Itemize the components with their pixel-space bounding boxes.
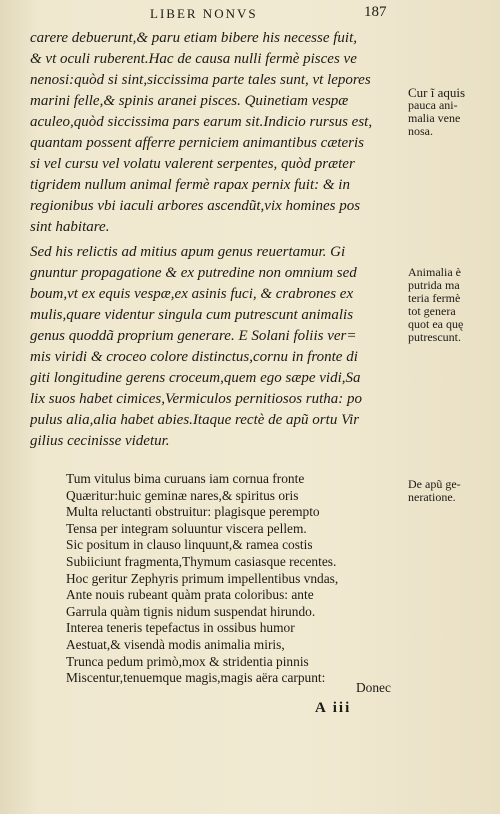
- text-line: giti longitudine gerens croceum,quem ego sæpe vidi,Sa: [30, 370, 361, 386]
- text-line: quantam possent afferre perniciem animantibus cæteris: [30, 135, 364, 151]
- text-line: boum,vt ex equis vespæ,ex asinis fuci, & crabrones ex: [30, 286, 354, 302]
- text-line: gilius cecinisse videtur.: [30, 433, 170, 449]
- verse-line: Sic positum in clauso linquunt,& ramea costis: [66, 537, 313, 553]
- marginal-note: [408, 266, 496, 344]
- marginal-note-line: De apũ ge-: [408, 477, 461, 491]
- verse-line: Tensa per integram soluuntur viscera pellem.: [66, 520, 307, 536]
- marginal-note-line: pauca ani-: [408, 98, 458, 112]
- verse-line: Miscentur,tenuemque magis,magis aëra carpunt:: [66, 670, 326, 686]
- marginal-note-line: quot ea quę: [408, 317, 464, 331]
- text-line: & vt oculi ruberent.Hac de causa nulli fermè pisces ve: [30, 51, 357, 67]
- marginal-note-line: nosa.: [408, 124, 433, 138]
- verse-line: Multa reluctanti obstruitur: plagisque perempto: [66, 504, 320, 520]
- signature-mark: A iii: [315, 700, 352, 716]
- verse-quotation: [66, 471, 402, 687]
- verse-line: Ante nouis rubeant quàm prata coloribus: ante: [66, 587, 314, 603]
- verse-line: Interea teneris tepefactus in ossibus humor: [66, 620, 295, 636]
- marginal-note-line: putrescunt.: [408, 330, 461, 344]
- marginal-note-line: malia vene: [408, 111, 461, 125]
- marginal-note-line: Cur ĩ aquis: [408, 85, 466, 100]
- marginal-note-line: teria fermè: [408, 291, 461, 305]
- text-line: Sed his relictis ad mitius apum genus reuertamur. Gi: [30, 244, 346, 260]
- text-line: aculeo,quòd siccissima pars earum sit.Indicio rursus est,: [30, 114, 373, 130]
- prose-block: [30, 28, 408, 452]
- page-header: [0, 6, 500, 26]
- text-line: tigridem nullum animal fermè rapax pernix fuit: & in: [30, 177, 350, 193]
- marginal-note-line: Animalia è: [408, 265, 461, 279]
- marginal-note: [408, 478, 496, 504]
- text-line: pulus alia,alia habet abies.Itaque rectè de apũ ortu Vir: [30, 412, 360, 428]
- verse-line: Garrula quàm tignis nidum suspendat hirundo.: [66, 603, 316, 619]
- marginal-note-line: putrida ma: [408, 278, 460, 292]
- verse-line: Quæritur:huic geminæ nares,& spiritus oris: [66, 487, 299, 503]
- text-line: si vel cursu vel volatu valerent serpentes, quòd præter: [30, 156, 355, 172]
- text-line: carere debuerunt,& paru etiam bibere his necesse fuit,: [30, 30, 358, 46]
- page-number: 187: [364, 4, 387, 20]
- text-line: regionibus vbi iaculi arbores ascendũt,vix homines pos: [30, 198, 361, 214]
- verse-line: Hoc geritur Zephyris primum impellentibus vndas,: [66, 570, 339, 586]
- catchword: Donec: [356, 680, 391, 695]
- text-line: genus quoddã proprium generare. E Solani foliis ver=: [30, 328, 357, 344]
- text-line: sint habitare.: [30, 219, 110, 235]
- verse-line: Tum vitulus bima curuans iam cornua fronte: [66, 471, 305, 486]
- marginal-note-line: neratione.: [408, 490, 456, 504]
- verse-line: Aestuat,& visendà modis animalia miris,: [66, 636, 285, 652]
- text-line: nenosi:quòd si sint,siccissima parte tales sunt, vt lepores: [30, 72, 371, 88]
- verse-line: Subiiciunt fragmenta,Thymum casiasque recentes.: [66, 553, 337, 569]
- marginal-note-line: tot genera: [408, 304, 456, 318]
- marginal-note: [408, 86, 496, 138]
- text-line: gnuntur propagatione & ex putredine non omnium sed: [30, 265, 357, 281]
- text-line: marini felle,& spinis aranei pisces. Quinetiam vespæ: [30, 93, 349, 109]
- text-line: lix suos habet cimices,Vermiculos pernitiosos rutha: po: [30, 391, 363, 407]
- verse-line: Trunca pedum primò,mox & stridentia pinnis: [66, 653, 309, 669]
- text-line: mulis,quare videntur singula cum putrescunt animalis: [30, 307, 354, 323]
- text-line: mis viridi & croceo colore distinctus,cornu in fronte di: [30, 349, 358, 365]
- running-head: LIBER NONVS: [150, 6, 258, 21]
